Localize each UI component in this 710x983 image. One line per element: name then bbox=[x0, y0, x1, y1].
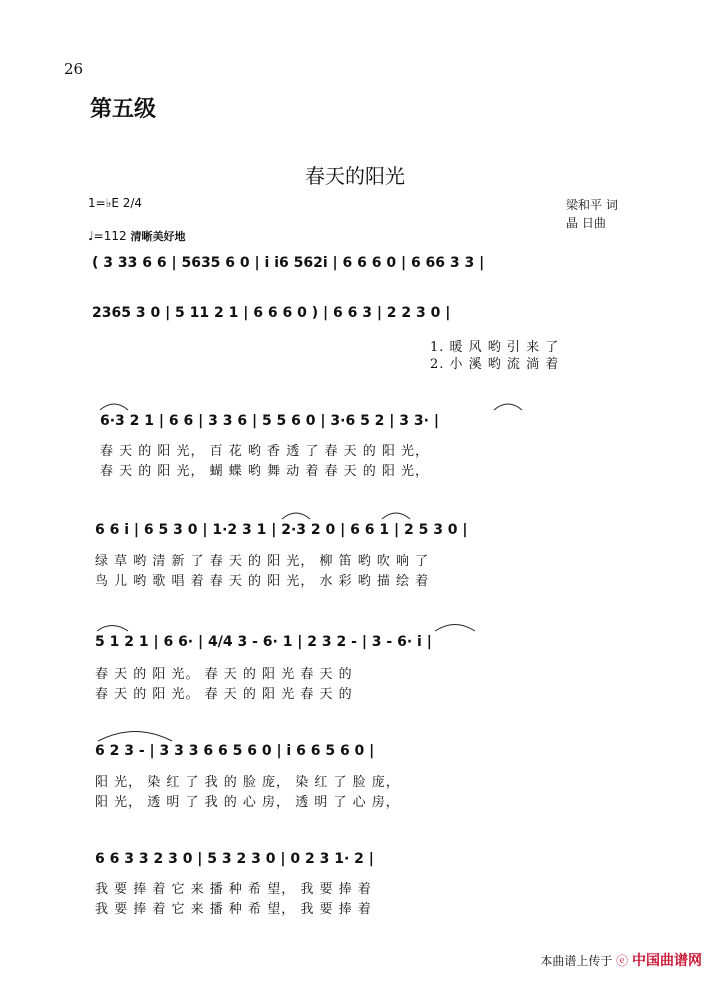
lyric-row-4-verse-1: 绿 草 哟 清 新 了 春 天 的 阳 光， 柳 笛 哟 吹 响 了 bbox=[95, 554, 430, 569]
level-heading: 第五级 bbox=[90, 97, 157, 122]
lyric-row-3-verse-2: 春 天 的 阳 光， 蝴 蝶 哟 舞 动 着 春 天 的 阳 光， bbox=[100, 464, 429, 479]
page-number: 26 bbox=[64, 60, 84, 78]
lyric-row-3-verse-1: 春 天 的 阳 光， 百 花 哟 香 透 了 春 天 的 阳 光， bbox=[100, 444, 429, 459]
key-signature: 1=♭E 2/4 bbox=[88, 196, 143, 210]
lyric-row-6-verse-2: 阳 光， 透 明 了 我 的 心 房， 透 明 了 心 房， bbox=[95, 795, 400, 810]
slur-2 bbox=[494, 404, 522, 410]
slur-5 bbox=[97, 626, 128, 632]
notation-row-3: 6·3 2 1 | 6 6 | 3 3 6 | 5 5 6 0 | 3·6 5 2 | 3 3· | bbox=[100, 413, 439, 429]
tempo-value: ♩=112 bbox=[88, 229, 127, 243]
lyric-row-4-verse-2: 鸟 儿 哟 歌 唱 着 春 天 的 阳 光， 水 彩 哟 描 绘 着 bbox=[95, 574, 430, 589]
footer-brand: 中国曲谱网 bbox=[632, 953, 702, 969]
notation-row-7: 6 6 3 3 2 3 0 | 5 3 2 3 0 | 0 2 3 1· 2 | bbox=[95, 851, 374, 867]
composer-credit: 晶 日曲 bbox=[566, 216, 606, 230]
footer-text: 本曲谱上传于 bbox=[540, 954, 613, 968]
lyric-row-5-verse-1: 春 天 的 阳 光。 春 天 的 阳 光 春 天 的 bbox=[95, 667, 353, 682]
slur-1 bbox=[100, 404, 128, 410]
notation-row-5: 5 1 2 1 | 6 6· | 4/4 3 - 6· 1 | 2 3 2 - | 3 - 6· i | bbox=[95, 634, 432, 650]
slur-6 bbox=[435, 625, 475, 632]
lyric-row-7-verse-2: 我 要 捧 着 它 来 播 种 希 望， 我 要 捧 着 bbox=[95, 902, 372, 917]
footer-credit bbox=[540, 950, 702, 970]
slur-4 bbox=[382, 513, 410, 519]
lyric-row-2-verse-1: 1. 暖 风 哟 引 来 了 bbox=[430, 340, 560, 355]
lyric-row-7-verse-1: 我 要 捧 着 它 来 播 种 希 望， 我 要 捧 着 bbox=[95, 882, 372, 897]
footer-logo-icon: ⓔ bbox=[616, 954, 629, 968]
lyric-row-5-verse-2: 春 天 的 阳 光。 春 天 的 阳 光 春 天 的 bbox=[95, 687, 353, 702]
lyric-row-6-verse-1: 阳 光， 染 红 了 我 的 脸 庞， 染 红 了 脸 庞， bbox=[95, 775, 400, 790]
notation-row-1: ( 3 33 6 6 | 5635 6 0 | i i6 562i | 6 6 6 0 | 6 66 3 3 | bbox=[92, 255, 485, 271]
slur-3 bbox=[282, 513, 310, 519]
expression-mark: 清晰美好地 bbox=[130, 230, 186, 243]
notation-row-4: 6 6 i | 6 5 3 0 | 1·2 3 1 | 2·3 2 0 | 6 6 1 | 2 5 3 0 | bbox=[95, 522, 468, 538]
notation-row-6: 6 2 3 - | 3 3 3 6 6 5 6 0 | i 6 6 5 6 0 | bbox=[95, 743, 375, 759]
lyricist-credit: 梁和平 词 bbox=[566, 198, 618, 212]
lyric-row-2-verse-2: 2. 小 溪 哟 流 淌 着 bbox=[430, 357, 560, 372]
notation-row-2: 2365 3 0 | 5 11 2 1 | 6 6 6 0 ) | 6 6 3 | 2 2 3 0 | bbox=[92, 305, 451, 321]
slur-7 bbox=[98, 732, 172, 742]
song-title: 春天的阳光 bbox=[305, 164, 405, 188]
